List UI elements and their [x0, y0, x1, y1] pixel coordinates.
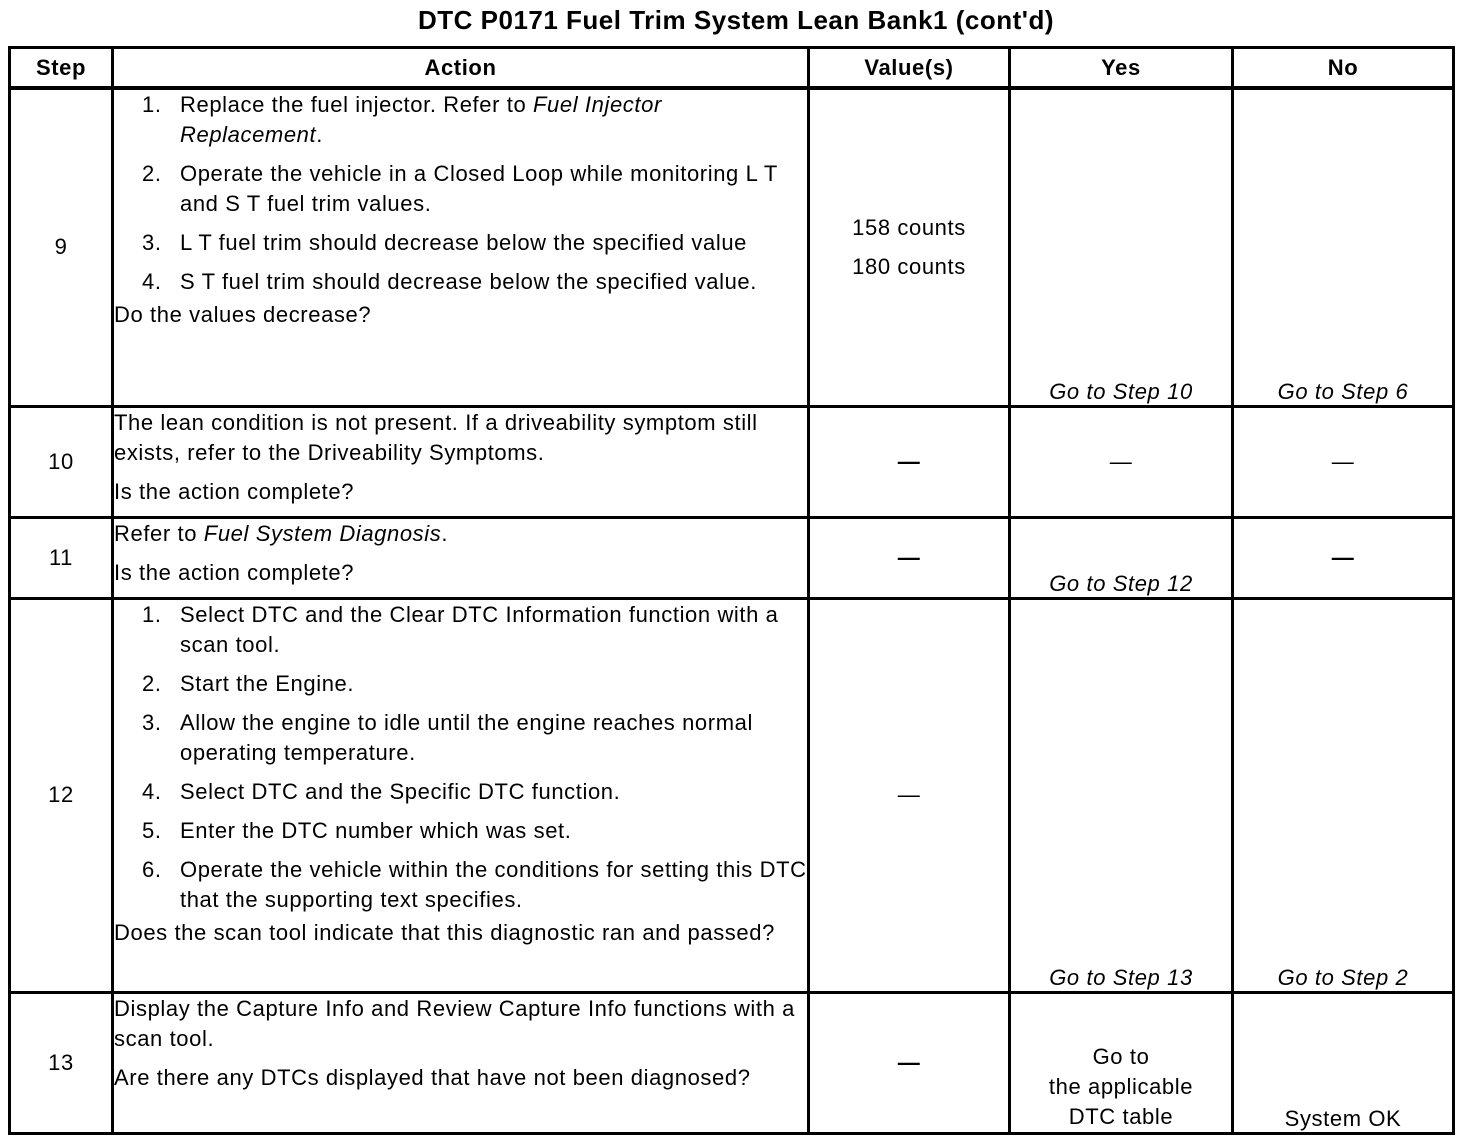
values-cell	[809, 406, 1010, 517]
header-row	[10, 48, 1454, 89]
list-item	[114, 669, 807, 699]
list-item-text: Select DTC and the Clear DTC Information function with a scan tool.	[180, 601, 779, 657]
list-item-number: 6.	[142, 856, 162, 882]
action-question: Does the scan tool indicate that this diagnostic ran and passed?	[114, 919, 775, 945]
yes-text-line: the applicable	[1048, 1073, 1194, 1099]
action-text: The lean condition is not present. If a driveability symptom still exists, refer to the Driveability Symptoms.	[114, 409, 758, 465]
no-dash: —	[1331, 544, 1355, 570]
header-step: Step	[10, 48, 113, 89]
action-text-prefix: Refer to	[114, 520, 204, 546]
value-dash: —	[897, 1049, 921, 1075]
no-cell	[1233, 406, 1454, 517]
action-text	[114, 519, 807, 549]
list-item-number: 3.	[142, 230, 162, 255]
header-values: Value(s)	[809, 48, 1010, 89]
list-item	[114, 855, 807, 915]
header-yes: Yes	[1010, 48, 1233, 89]
table-row-step-9	[10, 88, 1454, 406]
step-number: 12	[10, 598, 113, 992]
action-question: Is the action complete?	[114, 559, 355, 585]
reference-link[interactable]: Fuel Injector Replacement	[180, 92, 662, 147]
list-item	[114, 600, 807, 660]
list-item-number: 5.	[142, 817, 162, 843]
value-dash: —	[897, 782, 921, 807]
list-item-number: 3.	[142, 709, 162, 735]
list-item	[114, 267, 807, 297]
action-cell	[113, 88, 809, 406]
yes-cell	[1010, 88, 1233, 406]
list-item-text: L T fuel trim should decrease below the specified value	[180, 230, 748, 255]
list-item	[114, 228, 807, 258]
list-item-number: 2.	[142, 161, 162, 186]
no-cell	[1233, 598, 1454, 992]
page-title: DTC P0171 Fuel Trim System Lean Bank1 (cont'd)	[417, 5, 1055, 35]
values-cell	[809, 598, 1010, 992]
yes-link[interactable]: Go to Step 13	[1049, 964, 1193, 990]
yes-cell	[1010, 598, 1233, 992]
list-item-number: 4.	[142, 778, 162, 804]
values-cell	[809, 88, 1010, 406]
table-row-step-11	[10, 517, 1454, 598]
list-item-text: Allow the engine to idle until the engine reaches normal operating temperature.	[180, 709, 753, 765]
value-dash: —	[897, 448, 921, 474]
no-cell	[1233, 88, 1454, 406]
reference-link[interactable]: Fuel System Diagnosis	[203, 520, 442, 546]
header-no: No	[1233, 48, 1454, 89]
action-list	[114, 90, 807, 297]
action-cell	[113, 598, 809, 992]
dtc-table	[8, 46, 1455, 1135]
values-cell	[809, 992, 1010, 1133]
list-item	[114, 708, 807, 768]
values-cell	[809, 517, 1010, 598]
list-item-text: Enter the DTC number which was set.	[180, 817, 572, 843]
yes-text-line: Go to	[1092, 1043, 1150, 1069]
action-cell	[113, 992, 809, 1133]
list-item-text: Operate the vehicle within the conditions for setting this DTC that the supporting text specifies.	[180, 856, 807, 912]
no-link[interactable]: Go to Step 2	[1277, 964, 1409, 990]
yes-dash: —	[1109, 448, 1133, 474]
yes-cell	[1010, 406, 1233, 517]
yes-link[interactable]: Go to Step 10	[1049, 378, 1193, 404]
action-cell	[113, 406, 809, 517]
list-item-text: Select DTC and the Specific DTC function.	[180, 778, 621, 804]
value-dash: —	[897, 544, 921, 570]
yes-cell	[1010, 992, 1233, 1133]
table-row-step-13	[10, 992, 1454, 1133]
list-item-number: 2.	[142, 670, 162, 696]
list-item	[114, 777, 807, 807]
list-item-text: Replace the fuel injector. Refer to	[180, 92, 534, 117]
action-question: Is the action complete?	[114, 478, 355, 504]
list-item	[114, 816, 807, 846]
list-item-number: 4.	[142, 269, 162, 294]
list-item-number: 1.	[142, 92, 162, 117]
no-text: System OK	[1284, 1105, 1402, 1131]
action-list	[114, 600, 807, 915]
action-question: Are there any DTCs displayed that have not been diagnosed?	[114, 1064, 751, 1090]
no-link[interactable]: Go to Step 6	[1277, 378, 1409, 404]
header-action: Action	[113, 48, 809, 89]
yes-link[interactable]: Go to Step 12	[1049, 570, 1193, 596]
step-number: 11	[10, 517, 113, 598]
list-item	[114, 90, 807, 150]
list-item-text: Start the Engine.	[180, 670, 355, 696]
no-cell	[1233, 517, 1454, 598]
action-text: Display the Capture Info and Review Capture Info functions with a scan tool.	[114, 995, 796, 1051]
no-dash: —	[1331, 448, 1355, 474]
list-item-text: Operate the vehicle in a Closed Loop while monitoring L T and S T fuel trim values.	[180, 161, 778, 216]
table-row-step-10	[10, 406, 1454, 517]
value-text: 158 counts	[852, 215, 966, 241]
step-number: 10	[10, 406, 113, 517]
list-item-text: S T fuel trim should decrease below the specified value.	[180, 269, 757, 294]
step-number: 13	[10, 992, 113, 1133]
action-question: Do the values decrease?	[114, 302, 372, 327]
list-item-number: 1.	[142, 601, 162, 627]
no-cell	[1233, 992, 1454, 1133]
table-row-step-12	[10, 598, 1454, 992]
punctuation: .	[441, 520, 449, 546]
value-text: 180 counts	[852, 254, 966, 280]
punctuation: .	[316, 122, 323, 147]
yes-text-line: DTC table	[1068, 1103, 1174, 1129]
list-item	[114, 159, 807, 219]
step-number: 9	[10, 88, 113, 406]
yes-cell	[1010, 517, 1233, 598]
action-cell	[113, 517, 809, 598]
